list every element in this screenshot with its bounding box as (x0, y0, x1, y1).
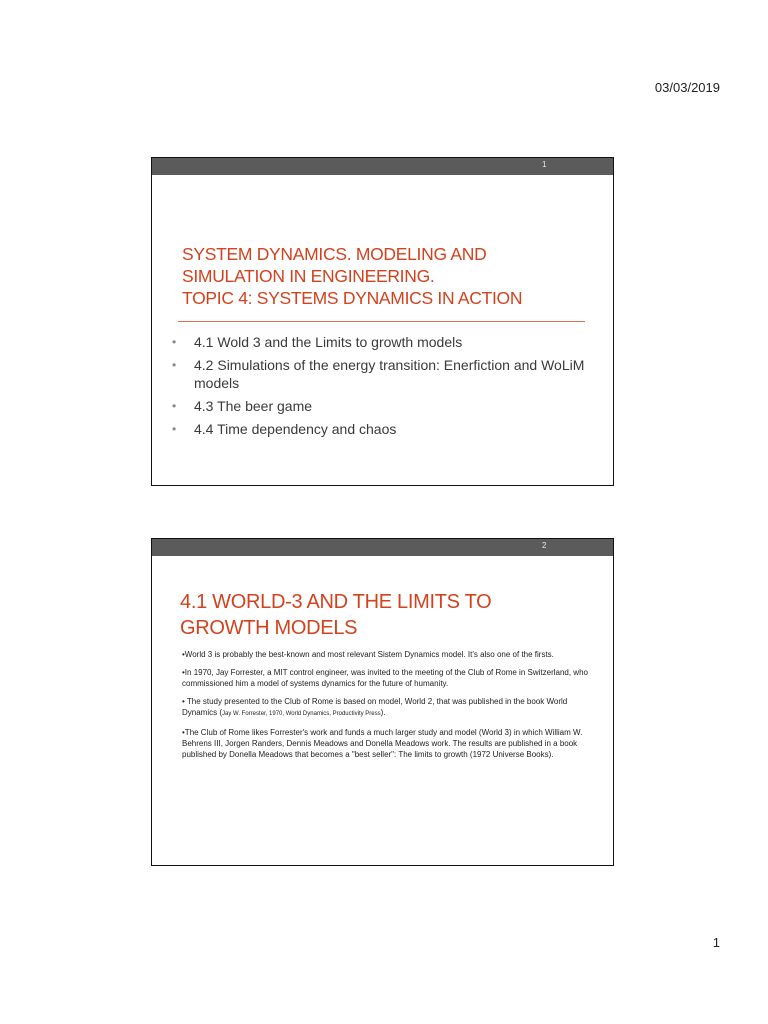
list-item: • 4.4 Time dependency and chaos (172, 421, 397, 437)
paragraph: •In 1970, Jay Forrester, a MIT control engineer, was invited to the meeting of the Club of Rome in Switzerland, who commissioned him a model of systems dynamics for the future of humanity. (182, 668, 588, 688)
list-item: • 4.2 Simulations of the energy transition: Enerfiction and WoLiM models (172, 357, 585, 391)
title-line: SYSTEM DYNAMICS. MODELING AND (182, 244, 487, 264)
bullet-icon: • (172, 422, 177, 436)
slide-title (182, 243, 602, 309)
slide-header-bar (152, 158, 613, 175)
list-item: • 4.1 Wold 3 and the Limits to growth models (172, 334, 463, 350)
document-date: 03/03/2019 (654, 80, 720, 95)
title-line: TOPIC 4: SYSTEMS DYNAMICS IN ACTION (182, 288, 523, 308)
title-line: GROWTH MODELS (180, 617, 358, 639)
title-line: SIMULATION IN ENGINEERING. (182, 266, 435, 286)
paragraph: • The study presented to the Club of Rome is based on model, World 2, that was published in the book World Dynamics (Jay W. Forrester, 1970, World Dynamics, Productivity Press). (182, 697, 568, 717)
bullet-icon: • (172, 335, 177, 349)
slide-body (182, 649, 592, 767)
slide-1 (151, 157, 614, 486)
paragraph: •The Club of Rome likes Forrester's work and funds a much larger study and model (World 3) in which William W. Behrens III, Jorgen Randers, Dennis Meadows and Donella Meadows work. The results are published in a book published by Donella Meadows that becomes a "best seller": The limits to growth (1972 Universe Books). (182, 728, 583, 759)
slide-title (180, 589, 600, 641)
citation: Jay W. Forrester, 1970, World Dynamics, Productivity Press (222, 711, 381, 717)
slide-number: 2 (542, 541, 547, 550)
slide-2 (151, 538, 614, 866)
topic-list (172, 333, 592, 443)
title-line: 4.1 WORLD-3 AND THE LIMITS TO (180, 591, 492, 613)
bullet-icon: • (172, 358, 177, 372)
slide-header-bar (152, 539, 613, 556)
title-divider (178, 321, 585, 322)
slide-number: 1 (542, 160, 547, 169)
bullet-icon: • (172, 399, 177, 413)
page-number: 1 (712, 935, 720, 950)
paragraph: •World 3 is probably the best-known and most relevant Sistem Dynamics model. It's also one of the firsts. (182, 650, 554, 659)
list-item: • 4.3 The beer game (172, 398, 313, 414)
